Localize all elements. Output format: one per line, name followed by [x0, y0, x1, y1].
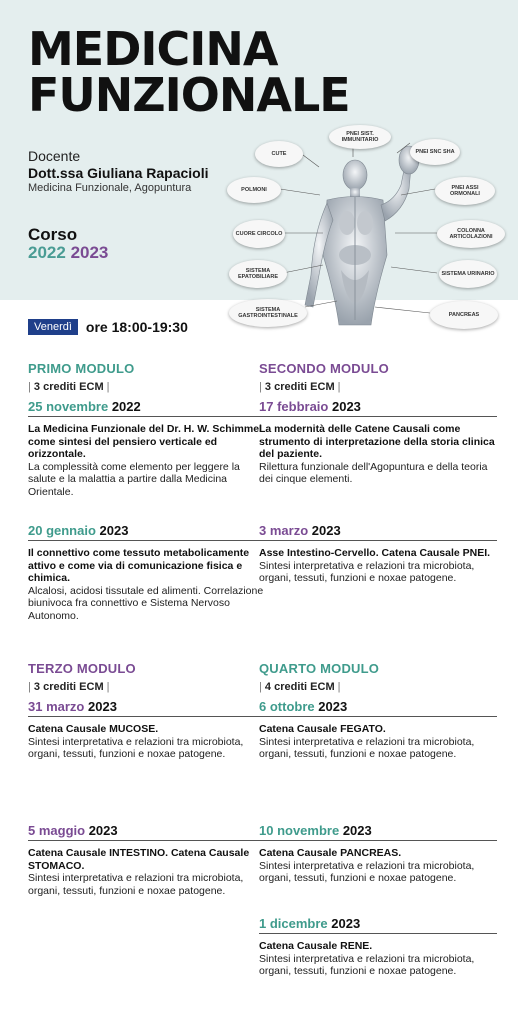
module-title: QUARTO MODULO: [259, 661, 380, 676]
schedule-time: ore 18:00-19:30: [85, 319, 188, 335]
lesson-date: 1 dicembre 2023: [259, 916, 497, 934]
lesson-description: Il connettivo come tessuto metabolicamente attivo e come via di comunicazione fisica e chimica. Alcalosi, acidosi tissutale ed alimenti. Correlazione biunivoca fra connettivo e Sistema Nervoso Autonomo.: [28, 547, 264, 622]
lesson-date: 6 ottobre 2023: [259, 699, 497, 717]
module-title: SECONDO MODULO: [259, 361, 389, 376]
docente-specialty: Medicina Funzionale, Agopuntura: [28, 182, 192, 194]
lesson-date: 31 marzo 2023: [28, 699, 266, 717]
node-sistema-epatobiliare: SISTEMA EPATOBILIARE: [229, 260, 287, 288]
header-banner: [0, 0, 518, 319]
lesson-description: Catena Causale RENE. Sintesi interpretativa e relazioni tra microbiota, organi, tessuti, funzioni e noxae patogene.: [259, 940, 475, 978]
module-credits: | 3 crediti ECM |: [28, 381, 110, 393]
node-cuore-circolo: CUORE CIRCOLO: [233, 220, 285, 248]
module-3: [28, 661, 266, 761]
module-1-lesson-2: [28, 523, 266, 623]
docente-label: Docente: [28, 148, 81, 164]
module-credits: | 4 crediti ECM |: [259, 681, 341, 693]
node-colonna-articolazioni: COLONNA ARTICOLAZIONI: [437, 220, 505, 248]
node-pnei-sist-immunitario: PNEI SIST. IMMUNITARIO: [329, 125, 391, 149]
corso-year-2: 2023: [70, 243, 109, 262]
node-polmoni: POLMONI: [227, 177, 281, 203]
node-pnei-assi-ormonali: PNEI ASSI ORMONALI: [435, 177, 495, 205]
lesson-description: La Medicina Funzionale del Dr. H. W. Schimmel come sintesi del pensiero verticale ed orizzontale. La complessità come elemento per leggere la salute e la malattia a partire dalla Medicina Orientale.: [28, 423, 262, 498]
module-title: PRIMO MODULO: [28, 361, 135, 376]
module-2: [259, 361, 497, 486]
node-pancreas: PANCREAS: [430, 301, 498, 329]
module-3-lesson-2: [28, 823, 266, 897]
lesson-date: 3 marzo 2023: [259, 523, 497, 541]
module-title: TERZO MODULO: [28, 661, 136, 676]
page-title: [28, 22, 350, 122]
title-line-1: MEDICINA: [28, 22, 278, 76]
lesson-date: 20 gennaio 2023: [28, 523, 266, 541]
module-4-lesson-2: [259, 823, 497, 885]
corso-label: Corso: [28, 225, 78, 244]
corso-years: [28, 243, 108, 263]
docente-name: Dott.ssa Giuliana Rapacioli: [28, 165, 209, 181]
title-line-2: FUNZIONALE: [28, 68, 350, 122]
corso-year-1: 2022: [28, 243, 66, 262]
node-sistema-urinario: SISTEMA URINARIO: [439, 260, 497, 288]
node-cute: CUTE: [255, 141, 303, 167]
module-credits: | 3 crediti ECM |: [259, 381, 341, 393]
module-2-lesson-2: [259, 523, 497, 585]
module-4-lesson-3: [259, 916, 497, 978]
lesson-description: Catena Causale INTESTINO. Catena Causale STOMACO. Sintesi interpretativa e relazioni tra microbiota, organi, tessuti, funzioni e noxae patogene.: [28, 847, 250, 897]
lesson-description: Catena Causale FEGATO. Sintesi interpretativa e relazioni tra microbiota, organi, tessuti, funzioni e noxae patogene.: [259, 723, 475, 761]
module-1: [28, 361, 266, 499]
lesson-description: La modernità delle Catene Causali come strumento di interpretazione della storia clinica del paziente. Rilettura funzionale dell'Agopuntura e della teoria dei cinque elementi.: [259, 423, 495, 486]
day-badge: Venerdì: [28, 319, 78, 335]
lesson-date: 10 novembre 2023: [259, 823, 497, 841]
lesson-description: Catena Causale PANCREAS. Sintesi interpretativa e relazioni tra microbiota, organi, tessuti, funzioni e noxae patogene.: [259, 847, 475, 885]
lesson-date: 5 maggio 2023: [28, 823, 266, 841]
module-credits: | 3 crediti ECM |: [28, 681, 110, 693]
node-sistema-gastrointestinale: SISTEMA GASTROINTESTINALE: [229, 299, 307, 327]
lesson-date: 25 novembre 2022: [28, 399, 266, 417]
schedule-row: [28, 319, 188, 335]
module-4: [259, 661, 497, 761]
body-systems-diagram: [205, 125, 518, 335]
lesson-description: Asse Intestino-Cervello. Catena Causale PNEI. Sintesi interpretativa e relazioni tra microbiota, organi, tessuti, funzioni e noxae patogene.: [259, 547, 491, 585]
lesson-date: 17 febbraio 2023: [259, 399, 497, 417]
node-pnei-snc-sha: PNEI SNC SHA: [410, 139, 460, 165]
lesson-description: Catena Causale MUCOSE. Sintesi interpretativa e relazioni tra microbiota, organi, tessuti, funzioni e noxae patogene.: [28, 723, 244, 761]
